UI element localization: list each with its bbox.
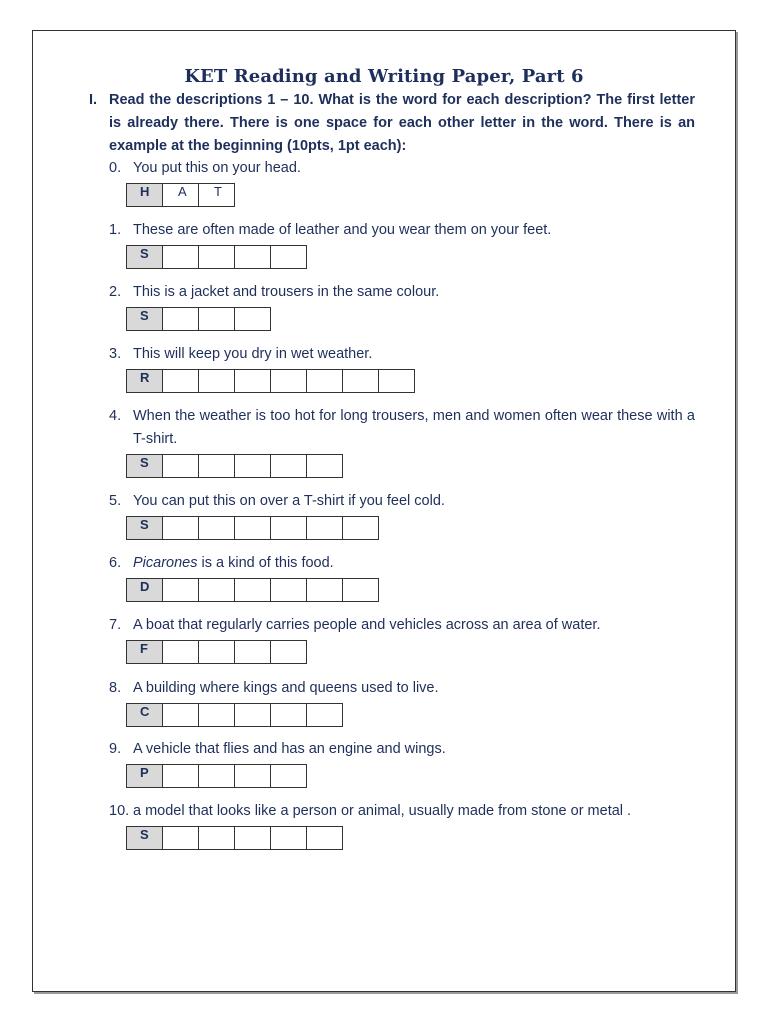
item-description — [133, 405, 695, 451]
letter-input-cell[interactable] — [162, 703, 199, 727]
given-letter-cell: P — [126, 764, 163, 788]
letter-input-cell[interactable] — [162, 245, 199, 269]
item-description-text: When the weather is too hot for long trousers, men and women often wear these with a T-shirt. — [133, 408, 695, 447]
item-description — [133, 281, 695, 304]
given-letter-cell: S — [126, 826, 163, 850]
example-letter-cell: T — [198, 183, 235, 207]
letter-input-cell[interactable] — [306, 578, 343, 602]
item-description-text: You put this on your head. — [133, 160, 301, 176]
letter-input-cell[interactable] — [270, 245, 307, 269]
item-description-text: A vehicle that flies and has an engine and wings. — [133, 741, 446, 757]
letter-input-cell[interactable] — [162, 454, 199, 478]
letter-input-cell[interactable] — [162, 640, 199, 664]
item-number: 0. — [109, 160, 122, 176]
given-letter-cell: R — [126, 369, 163, 393]
item-number: 1. — [109, 222, 122, 238]
letter-input-cell[interactable] — [162, 826, 199, 850]
letter-input-cell[interactable] — [162, 764, 199, 788]
item-description — [133, 490, 695, 513]
letter-input-cell[interactable] — [270, 703, 307, 727]
item-description-text: These are often made of leather and you wear them on your feet. — [133, 222, 552, 238]
letter-input-cell[interactable] — [306, 516, 343, 540]
item-description — [133, 738, 695, 761]
letter-input-cell[interactable] — [234, 516, 271, 540]
letter-input-cell[interactable] — [234, 454, 271, 478]
item-number: 9. — [109, 741, 122, 757]
item-description-text: You can put this on over a T-shirt if you feel cold. — [133, 493, 445, 509]
letter-input-cell[interactable] — [198, 245, 235, 269]
item-number: 7. — [109, 617, 122, 633]
letter-input-cell[interactable] — [234, 764, 271, 788]
answer-boxes — [126, 764, 307, 788]
given-letter-cell: H — [126, 183, 163, 207]
letter-input-cell[interactable] — [378, 369, 415, 393]
letter-input-cell[interactable] — [270, 640, 307, 664]
answer-boxes — [126, 516, 379, 540]
letter-input-cell[interactable] — [198, 369, 235, 393]
letter-input-cell[interactable] — [342, 516, 379, 540]
letter-input-cell[interactable] — [234, 245, 271, 269]
item-number: 6. — [109, 555, 122, 571]
answer-boxes — [126, 183, 235, 207]
letter-input-cell[interactable] — [198, 640, 235, 664]
item-description — [133, 157, 695, 180]
item-description — [133, 343, 695, 366]
letter-input-cell[interactable] — [162, 578, 199, 602]
letter-input-cell[interactable] — [270, 826, 307, 850]
item-number: 2. — [109, 284, 122, 300]
given-letter-cell: D — [126, 578, 163, 602]
letter-input-cell[interactable] — [198, 578, 235, 602]
item-number: 4. — [109, 408, 122, 424]
letter-input-cell[interactable] — [198, 307, 235, 331]
answer-boxes — [126, 454, 343, 478]
item-number: 10. — [109, 803, 130, 819]
letter-input-cell[interactable] — [234, 369, 271, 393]
letter-input-cell[interactable] — [234, 640, 271, 664]
given-letter-cell: S — [126, 516, 163, 540]
item-description-italic: Picarones — [133, 555, 198, 571]
item-description-text: This is a jacket and trousers in the same colour. — [133, 284, 440, 300]
item-description — [133, 219, 695, 242]
item-description-text: A building where kings and queens used to live. — [133, 680, 439, 696]
answer-boxes — [126, 369, 415, 393]
letter-input-cell[interactable] — [270, 516, 307, 540]
given-letter-cell: S — [126, 307, 163, 331]
section-instructions: Read the descriptions 1 – 10. What is the word for each description? The first letter is already there. There is one space for each other letter in the word. There is an example at the beginning (10pts, 1pt each): — [109, 92, 695, 154]
letter-input-cell[interactable] — [270, 578, 307, 602]
letter-input-cell[interactable] — [234, 307, 271, 331]
answer-boxes — [126, 307, 271, 331]
answer-boxes — [126, 578, 379, 602]
answer-boxes — [126, 245, 307, 269]
given-letter-cell: C — [126, 703, 163, 727]
given-letter-cell: S — [126, 245, 163, 269]
given-letter-cell: S — [126, 454, 163, 478]
letter-input-cell[interactable] — [342, 369, 379, 393]
page-title: KET Reading and Writing Paper, Part 6 — [184, 66, 584, 87]
item-number: 5. — [109, 493, 122, 509]
letter-input-cell[interactable] — [198, 454, 235, 478]
answer-boxes — [126, 703, 343, 727]
letter-input-cell[interactable] — [270, 764, 307, 788]
answer-boxes — [126, 826, 343, 850]
item-number: 8. — [109, 680, 122, 696]
section-number: I. — [89, 92, 98, 108]
letter-input-cell[interactable] — [306, 826, 343, 850]
letter-input-cell[interactable] — [270, 369, 307, 393]
letter-input-cell[interactable] — [198, 516, 235, 540]
item-description — [133, 552, 695, 575]
letter-input-cell[interactable] — [198, 703, 235, 727]
given-letter-cell: F — [126, 640, 163, 664]
letter-input-cell[interactable] — [270, 454, 307, 478]
answer-boxes — [126, 640, 307, 664]
letter-input-cell[interactable] — [306, 454, 343, 478]
letter-input-cell[interactable] — [306, 369, 343, 393]
letter-input-cell[interactable] — [162, 516, 199, 540]
letter-input-cell[interactable] — [162, 369, 199, 393]
letter-input-cell[interactable] — [198, 764, 235, 788]
item-description-text: is a kind of this food. — [197, 555, 334, 571]
item-number: 3. — [109, 346, 122, 362]
letter-input-cell[interactable] — [234, 703, 271, 727]
letter-input-cell[interactable] — [198, 826, 235, 850]
item-description — [133, 800, 695, 823]
example-letter-cell: A — [162, 183, 199, 207]
item-description-text: This will keep you dry in wet weather. — [133, 346, 373, 362]
letter-input-cell[interactable] — [234, 578, 271, 602]
letter-input-cell[interactable] — [342, 578, 379, 602]
item-description-text: A boat that regularly carries people and vehicles across an area of water. — [133, 617, 601, 633]
letter-input-cell[interactable] — [162, 307, 199, 331]
item-description-text: a model that looks like a person or animal, usually made from stone or metal . — [133, 803, 632, 819]
item-description — [133, 614, 695, 637]
letter-input-cell[interactable] — [306, 703, 343, 727]
item-description — [133, 677, 695, 700]
letter-input-cell[interactable] — [234, 826, 271, 850]
